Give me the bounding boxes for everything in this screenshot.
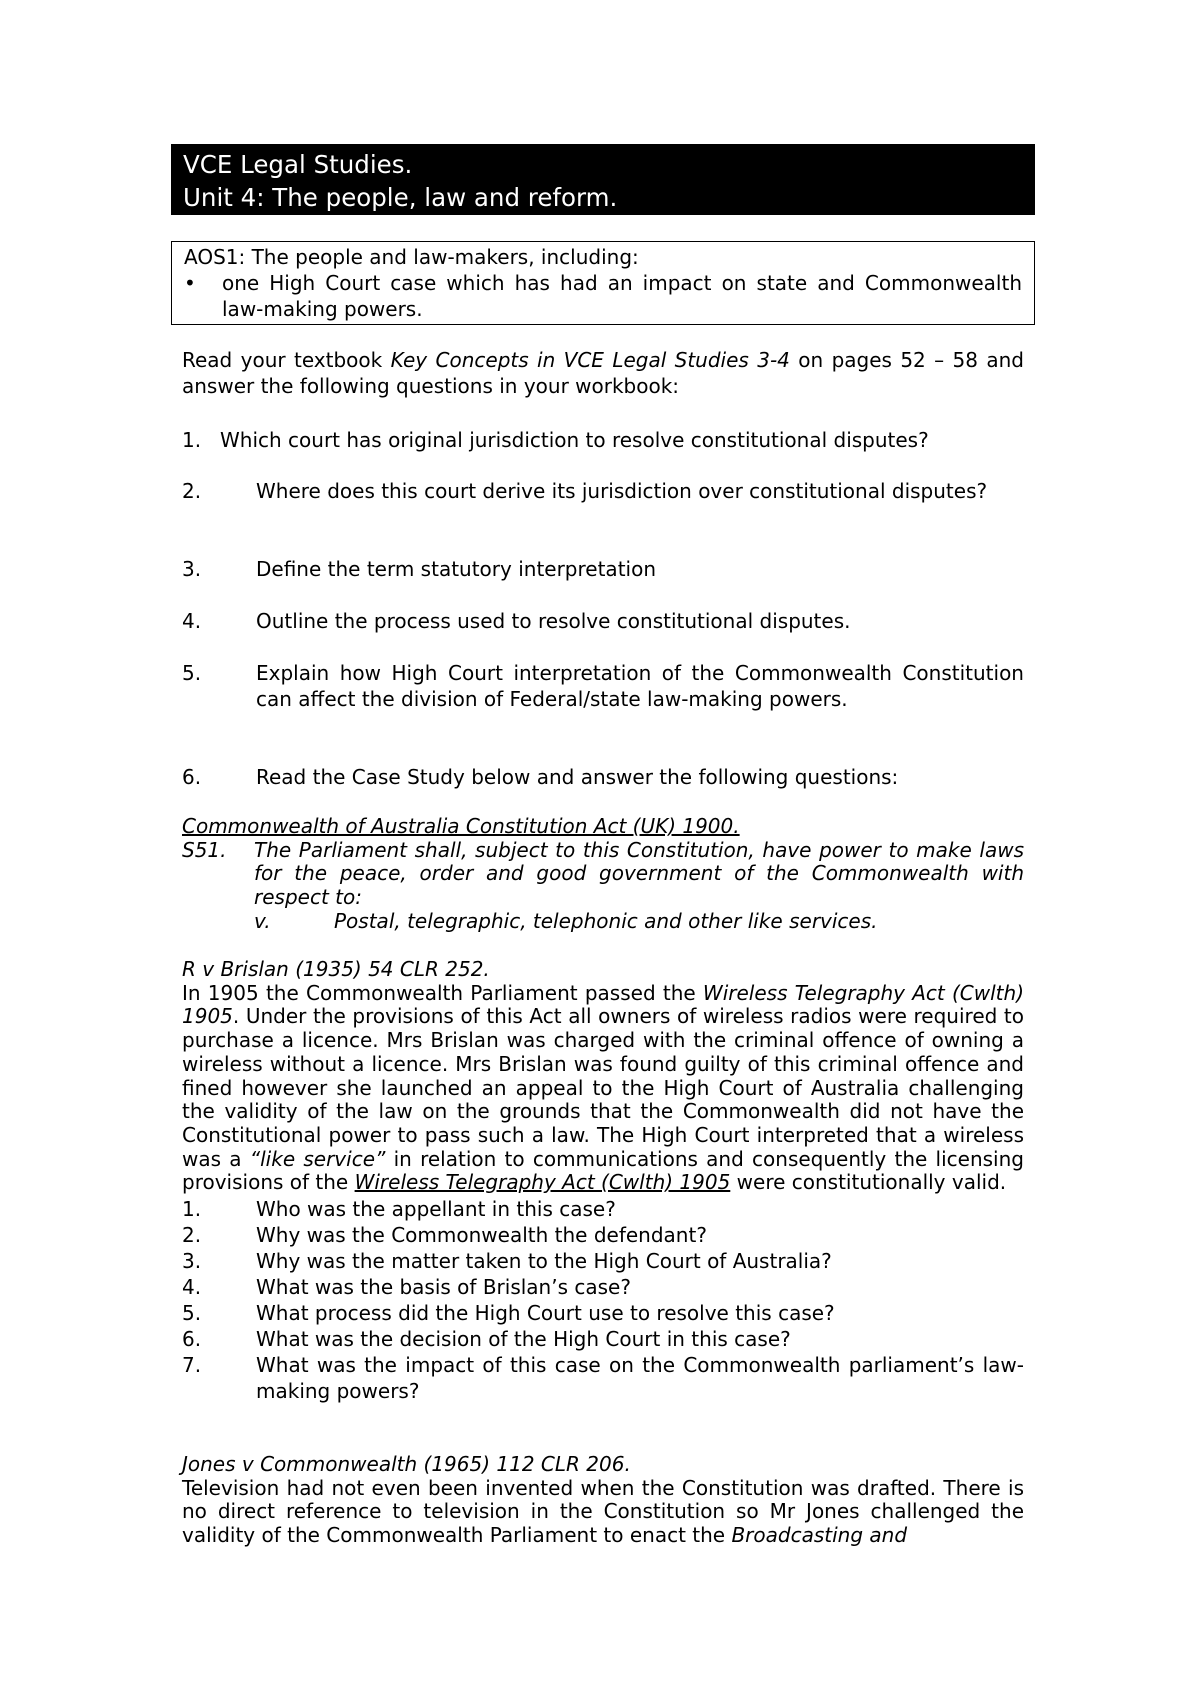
question-5: 5. Explain how High Court interpretation of the Commonwealth Constitution can affect the division of Federal/state law-making powers. — [182, 661, 1024, 711]
textbook-title: Key Concepts in VCE Legal Studies 3-4 — [390, 348, 790, 372]
brislan-case — [182, 958, 1024, 1404]
brislan-question-4: 4. What was the basis of Brislan’s case? — [182, 1275, 631, 1300]
aos-box — [171, 241, 1035, 325]
aos-heading: AOS1: The people and law-makers, including: — [184, 245, 639, 269]
brislan-question-7: 7. What was the impact of this case on the Commonwealth parliament’s law-making powers? — [182, 1353, 1024, 1404]
question-2: 2. Where does this court derive its jurisdiction over constitutional disputes? — [182, 479, 988, 503]
brislan-question-5: 5. What process did the High Court use to resolve this case? — [182, 1301, 835, 1326]
brislan-question-3: 3. Why was the matter taken to the High Court of Australia? — [182, 1249, 832, 1274]
constitution-extract — [182, 815, 1024, 934]
section-51-v: v. Postal, telegraphic, telephonic and other like services. — [254, 908, 878, 933]
brislan-question-1: 1. Who was the appellant in this case? — [182, 1197, 616, 1222]
intro-paragraph: Read your textbook Key Concepts in VCE Legal Studies 3-4 on pages 52 – 58 and answer the following questions in your workbook: — [182, 348, 1024, 398]
course-title: VCE Legal Studies. — [183, 150, 413, 179]
brislan-question-6: 6. What was the decision of the High Court in this case? — [182, 1327, 791, 1352]
brislan-paragraph: In 1905 the Commonwealth Parliament passed the Wireless Telegraphy Act (Cwlth) 1905. Under the provisions of this Act all owners of wireless radios were required to purchase a licence. Mrs Brislan was charged with the criminal offence of owning a wireless without a licence. Mrs Brislan was found guilty of this criminal offence and fined however she launched an appeal to the High Court of Australia challenging the validity of the law on the grounds that the Commonwealth did not have the Constitutional power to pass such a law. The High Court interpreted that a wireless was a “like service” in relation to communications and consequently the licensing provisions of the Wireless Telegraphy Act (Cwlth) 1905 were constitutionally valid. — [182, 980, 1024, 1195]
constitution-title: Commonwealth of Australia Constitution Act (UK) 1900. — [182, 814, 740, 838]
jones-paragraph: Television had not even been invented when the Constitution was drafted. There is no direct reference to television in the Constitution so Mr Jones challenged the validity of the Commonwealth Parliament to enact the Broadcasting and — [182, 1475, 1024, 1548]
jones-case — [182, 1453, 1024, 1548]
bullet-icon: • — [184, 271, 196, 295]
unit-title: Unit 4: The people, law and reform. — [183, 183, 618, 212]
aos-item-text: one High Court case which has had an impact on state and Commonwealth law-making powers. — [222, 271, 1022, 321]
header-banner — [171, 144, 1035, 215]
question-6: 6. Read the Case Study below and answer the following questions: — [182, 765, 899, 789]
aos-bullet-item — [184, 270, 1022, 322]
brislan-title: R v Brislan (1935) 54 CLR 252. — [182, 957, 490, 981]
question-3: 3. Define the term statutory interpretation — [182, 557, 656, 581]
jones-title: Jones v Commonwealth (1965) 112 CLR 206. — [182, 1452, 631, 1476]
section-51: S51. The Parliament shall, subject to this Constitution, have power to make laws for the peace, order and good government of the Commonwealth with respect to: — [182, 837, 1024, 910]
question-1: 1. Which court has original jurisdiction to resolve constitutional disputes? — [182, 428, 929, 452]
question-4: 4. Outline the process used to resolve constitutional disputes. — [182, 609, 851, 633]
brislan-question-2: 2. Why was the Commonwealth the defendant? — [182, 1223, 707, 1248]
